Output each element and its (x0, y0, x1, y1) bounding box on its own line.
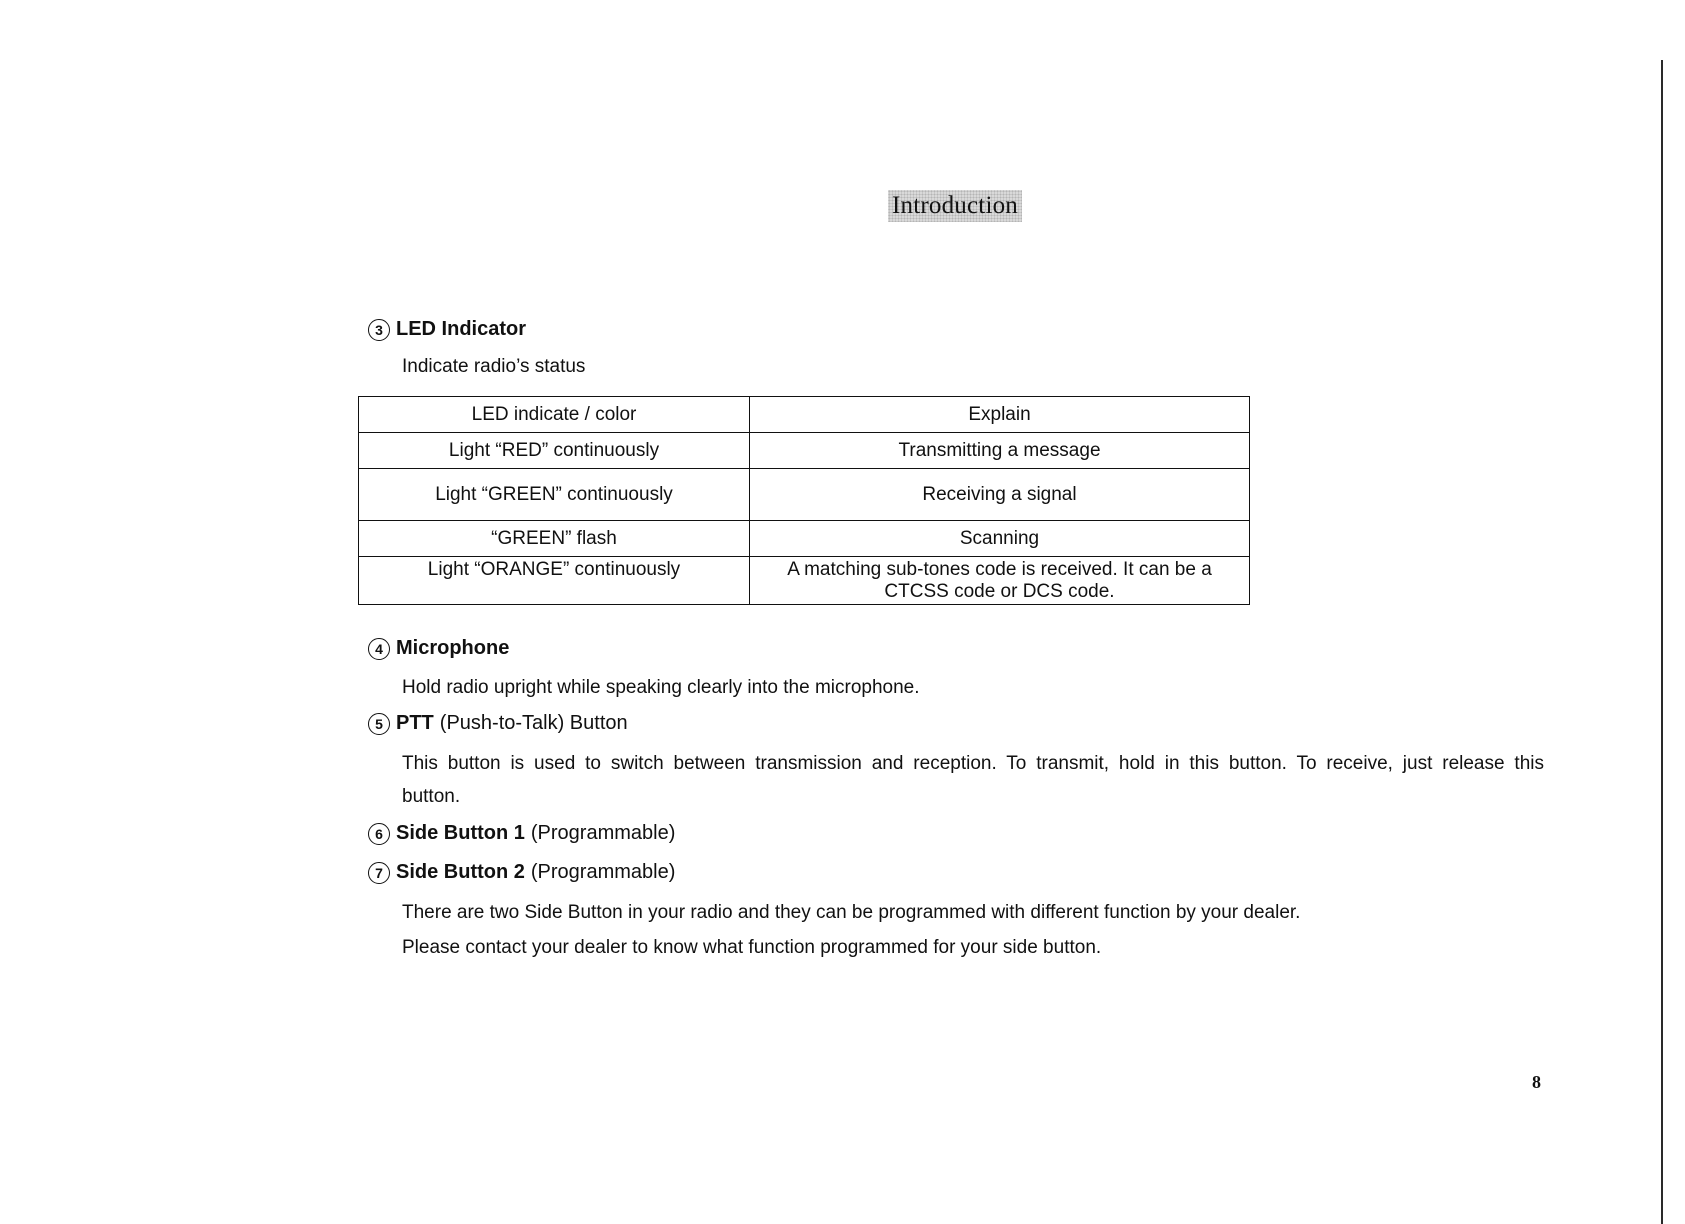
led-indicator-description: Indicate radio’s status (402, 356, 586, 377)
table-cell-explain: Receiving a signal (750, 469, 1250, 521)
led-status-table (358, 396, 1250, 605)
table-header-row (359, 397, 1250, 433)
side-button-1-title-rest: (Programmable) (530, 822, 676, 844)
table-row (359, 521, 1250, 557)
ptt-title-rest: (Push-to-Talk) Button (439, 712, 628, 734)
page-edge-line (1661, 60, 1663, 1224)
table-row (359, 433, 1250, 469)
table-cell-indicate: “GREEN” flash (359, 521, 750, 557)
ptt-heading (368, 712, 628, 735)
table-cell-explain: Scanning (750, 521, 1250, 557)
table-cell-explain: Transmitting a message (750, 433, 1250, 469)
table-row (359, 557, 1250, 605)
microphone-title: Microphone (396, 637, 510, 659)
circled-number-3: 3 (368, 319, 390, 341)
side-button-2-title-rest: (Programmable) (530, 861, 676, 883)
side-button-description-line-2: Please contact your dealer to know what function programmed for your side button. (402, 937, 1102, 958)
page-title: Introduction (888, 190, 1022, 222)
side-button-2-heading (368, 861, 675, 884)
table-row (359, 469, 1250, 521)
led-indicator-heading (368, 318, 526, 341)
table-header-cell: LED indicate / color (359, 397, 750, 433)
circled-number-4: 4 (368, 638, 390, 660)
side-button-1-heading (368, 822, 675, 845)
table-cell-explain: A matching sub-tones code is received. It can be a CTCSS code or DCS code. (750, 557, 1250, 605)
circled-number-7: 7 (368, 862, 390, 884)
microphone-heading (368, 637, 509, 660)
ptt-title-bold: PTT (396, 712, 434, 734)
table-header-cell: Explain (750, 397, 1250, 433)
microphone-description: Hold radio upright while speaking clearly into the microphone. (402, 677, 920, 698)
ptt-description-line-2: button. (402, 786, 461, 807)
side-button-description-line-1: There are two Side Button in your radio and they can be programmed with different function by your dealer. (402, 902, 1301, 923)
page-number: 8 (1532, 1072, 1541, 1092)
circled-number-6: 6 (368, 823, 390, 845)
ptt-description-line-1: This button is used to switch between transmission and reception. To transmit, hold in this button. To receive, just release this (402, 753, 1544, 774)
table-cell-indicate: Light “GREEN” continuously (359, 469, 750, 521)
led-indicator-title: LED Indicator (396, 318, 527, 340)
side-button-2-title-bold: Side Button 2 (396, 861, 525, 883)
table-cell-indicate: Light “RED” continuously (359, 433, 750, 469)
circled-number-5: 5 (368, 713, 390, 735)
table-cell-indicate: Light “ORANGE” continuously (359, 557, 750, 605)
side-button-1-title-bold: Side Button 1 (396, 822, 525, 844)
